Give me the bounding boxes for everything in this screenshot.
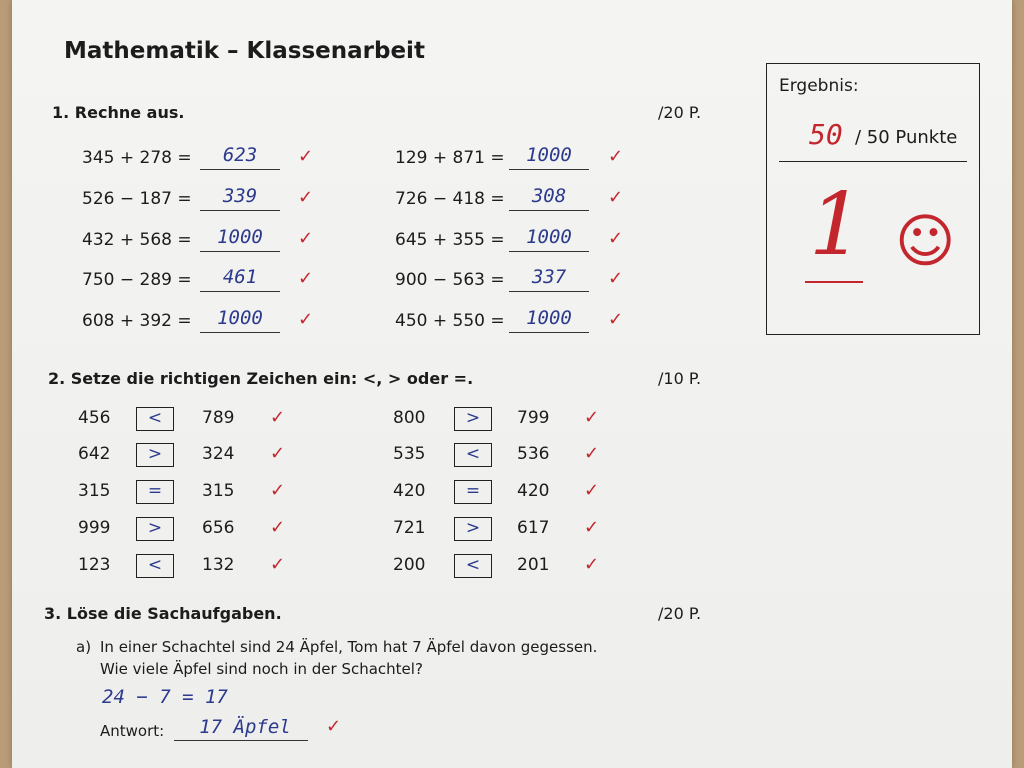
answer-line bbox=[509, 251, 589, 252]
section3-points: /20 P. bbox=[658, 604, 702, 623]
compare-left-number: 315 bbox=[78, 481, 111, 501]
grade-underline bbox=[805, 281, 863, 283]
check-mark-icon: ✓ bbox=[584, 443, 600, 464]
answer-label: Antwort: bbox=[100, 722, 165, 740]
section1-points: /20 P. bbox=[658, 103, 702, 122]
compare-left-number: 123 bbox=[78, 555, 111, 575]
check-mark-icon: ✓ bbox=[608, 268, 624, 289]
result-label: Ergebnis: bbox=[779, 76, 859, 96]
exercise-expression: 450 + 550 = bbox=[395, 311, 505, 331]
exercise-answer: 1000 bbox=[526, 307, 572, 329]
compare-left-number: 642 bbox=[78, 444, 111, 464]
compare-right-number: 656 bbox=[202, 518, 235, 538]
section2-points: /10 P. bbox=[658, 369, 702, 388]
exercise-answer: 337 bbox=[531, 266, 567, 288]
compare-sign-box: < bbox=[136, 407, 174, 431]
exercise-expression: 129 + 871 = bbox=[395, 148, 505, 168]
compare-sign-box: < bbox=[454, 554, 492, 578]
check-mark-icon: ✓ bbox=[270, 443, 286, 464]
exercise-answer: 1000 bbox=[526, 226, 572, 248]
compare-sign-box: > bbox=[454, 517, 492, 541]
answer-line bbox=[509, 291, 589, 292]
check-mark-icon: ✓ bbox=[584, 517, 600, 538]
check-mark-icon: ✓ bbox=[608, 309, 624, 330]
compare-left-number: 535 bbox=[393, 444, 426, 464]
check-mark-icon: ✓ bbox=[298, 268, 314, 289]
compare-right-number: 420 bbox=[517, 481, 550, 501]
exercise-answer: 623 bbox=[222, 144, 258, 166]
check-mark-icon: ✓ bbox=[270, 554, 286, 575]
check-mark-icon: ✓ bbox=[608, 228, 624, 249]
exercise-expression: 345 + 278 = bbox=[82, 148, 192, 168]
section3-heading: 3. Löse die Sachaufgaben. bbox=[44, 604, 282, 623]
answer-line bbox=[174, 740, 308, 741]
result-box bbox=[766, 63, 980, 335]
check-mark-icon: ✓ bbox=[298, 146, 314, 167]
section2-heading: 2. Setze die richtigen Zeichen ein: <, > oder =. bbox=[48, 369, 474, 388]
exercise-answer: 1000 bbox=[217, 307, 263, 329]
answer-line bbox=[200, 169, 280, 170]
answer-line bbox=[509, 169, 589, 170]
score-max: / 50 Punkte bbox=[855, 127, 958, 148]
answer-line bbox=[509, 210, 589, 211]
compare-sign-box: < bbox=[454, 443, 492, 467]
compare-sign-box: > bbox=[136, 517, 174, 541]
answer-line bbox=[200, 332, 280, 333]
check-mark-icon: ✓ bbox=[298, 187, 314, 208]
compare-left-number: 420 bbox=[393, 481, 426, 501]
check-mark-icon: ✓ bbox=[298, 228, 314, 249]
compare-right-number: 536 bbox=[517, 444, 550, 464]
exercise-expression: 526 − 187 = bbox=[82, 189, 192, 209]
answer-line bbox=[200, 291, 280, 292]
exercise-expression: 608 + 392 = bbox=[82, 311, 192, 331]
exercise-answer: 1000 bbox=[526, 144, 572, 166]
compare-sign-box: > bbox=[454, 407, 492, 431]
score-underline bbox=[779, 161, 967, 162]
exercise-expression: 900 − 563 = bbox=[395, 270, 505, 290]
check-mark-icon: ✓ bbox=[326, 716, 342, 737]
exercise-answer: 1000 bbox=[217, 226, 263, 248]
answer-line bbox=[509, 332, 589, 333]
compare-sign-box: = bbox=[454, 480, 492, 504]
check-mark-icon: ✓ bbox=[270, 407, 286, 428]
check-mark-icon: ✓ bbox=[270, 517, 286, 538]
exercise-answer: 308 bbox=[531, 185, 567, 207]
worksheet-paper bbox=[12, 0, 1012, 768]
answer-line bbox=[200, 251, 280, 252]
check-mark-icon: ✓ bbox=[608, 146, 624, 167]
problem-a-label: a) bbox=[76, 638, 92, 656]
answer-value: 17 Äpfel bbox=[199, 716, 291, 738]
page-title: Mathematik – Klassenarbeit bbox=[64, 38, 425, 64]
smiley-icon: ☺ bbox=[895, 207, 956, 275]
compare-left-number: 200 bbox=[393, 555, 426, 575]
exercise-expression: 432 + 568 = bbox=[82, 230, 192, 250]
exercise-answer: 461 bbox=[222, 266, 258, 288]
check-mark-icon: ✓ bbox=[298, 309, 314, 330]
compare-left-number: 800 bbox=[393, 408, 426, 428]
compare-sign-box: > bbox=[136, 443, 174, 467]
problem-a-calculation: 24 − 7 = 17 bbox=[102, 686, 228, 708]
compare-right-number: 789 bbox=[202, 408, 235, 428]
check-mark-icon: ✓ bbox=[584, 480, 600, 501]
answer-line bbox=[200, 210, 280, 211]
check-mark-icon: ✓ bbox=[270, 480, 286, 501]
check-mark-icon: ✓ bbox=[608, 187, 624, 208]
compare-left-number: 721 bbox=[393, 518, 426, 538]
check-mark-icon: ✓ bbox=[584, 554, 600, 575]
exercise-expression: 645 + 355 = bbox=[395, 230, 505, 250]
problem-a-line1: In einer Schachtel sind 24 Äpfel, Tom hat 7 Äpfel davon gegessen. bbox=[100, 638, 598, 656]
score-value: 50 bbox=[809, 118, 843, 151]
compare-left-number: 456 bbox=[78, 408, 111, 428]
compare-right-number: 799 bbox=[517, 408, 550, 428]
check-mark-icon: ✓ bbox=[584, 407, 600, 428]
compare-right-number: 201 bbox=[517, 555, 550, 575]
exercise-expression: 726 − 418 = bbox=[395, 189, 505, 209]
grade-value: 1 bbox=[809, 175, 864, 275]
compare-left-number: 999 bbox=[78, 518, 111, 538]
compare-sign-box: < bbox=[136, 554, 174, 578]
section1-heading: 1. Rechne aus. bbox=[52, 103, 185, 122]
exercise-expression: 750 − 289 = bbox=[82, 270, 192, 290]
compare-right-number: 617 bbox=[517, 518, 550, 538]
problem-a-line2: Wie viele Äpfel sind noch in der Schachtel? bbox=[100, 660, 423, 678]
compare-sign-box: = bbox=[136, 480, 174, 504]
compare-right-number: 315 bbox=[202, 481, 235, 501]
compare-right-number: 132 bbox=[202, 555, 235, 575]
exercise-answer: 339 bbox=[222, 185, 258, 207]
compare-right-number: 324 bbox=[202, 444, 235, 464]
